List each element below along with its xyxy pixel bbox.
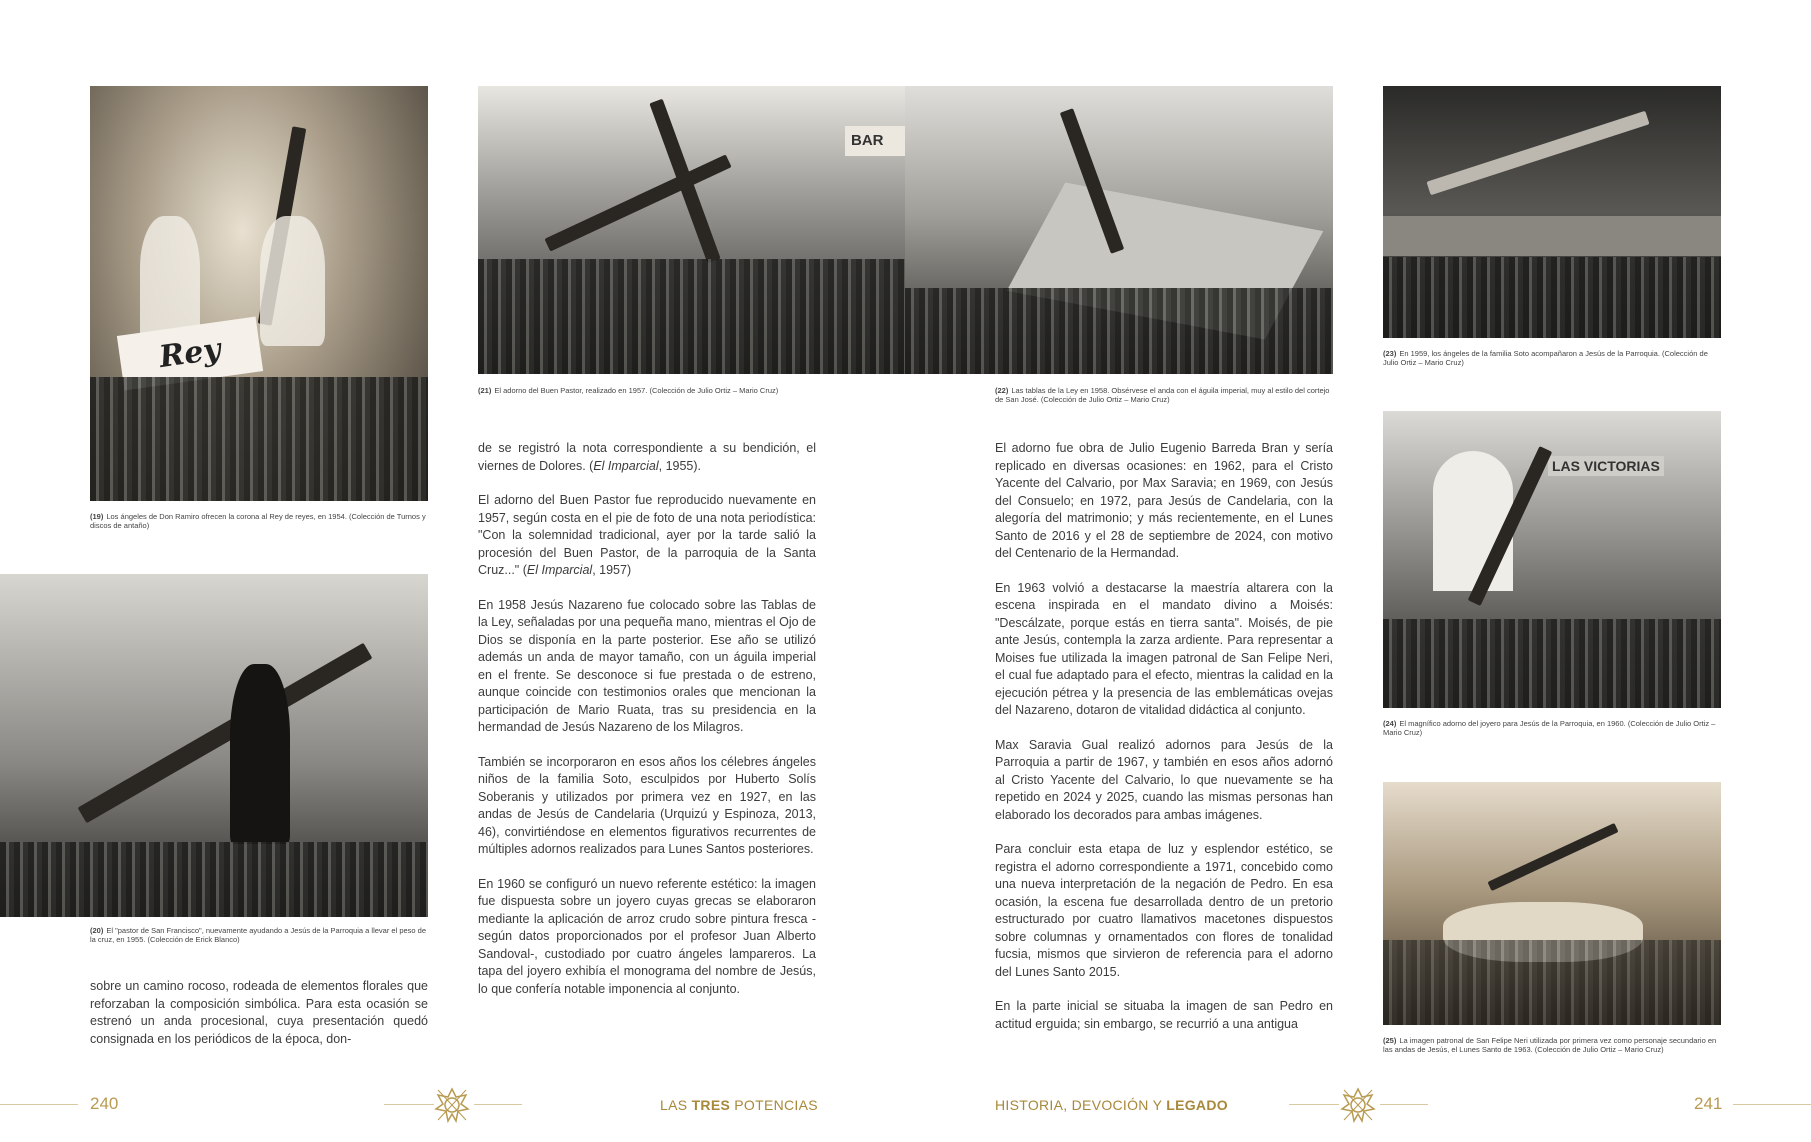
caption-22: (22) Las tablas de la Ley en 1958. Obsérvese el anda con el águila imperial, muy al estilo del cortejo de San José. (Colección de Julio Ortiz – Mario Cruz) [995, 386, 1330, 404]
bar-sign: BAR [845, 126, 905, 156]
text-column-right [995, 440, 1333, 1033]
text-column-left [90, 978, 428, 1048]
footer-rule [0, 1104, 78, 1105]
rey-sign: Rey [117, 317, 263, 391]
paragraph: En 1958 Jesús Nazareno fue colocado sobre las Tablas de la Ley, señaladas por una pequeña mano, mientras el Ojo de Dios se disponía en la parte posterior. Ese año se utilizó además un anda de mayor tamaño, con un águila imperial en el frente. Se desconoce si fue prestada o de estreno, aunque coincide con testimonios orales que mencionan la participación de Mario Ruata, tras su presidencia en la hermandad de Jesús Nazareno de los Milagros. [478, 597, 816, 734]
photo-24 [1383, 411, 1721, 708]
paragraph: En 1960 se configuró un nuevo referente estético: la imagen fue dispuesta sobre un joyero cuyas grecas se elaboraron mediante la aplicación de arroz crudo sobre pintura fresca -según datos proporcionados por el profesor Juan Alberto Sandoval-, custodiado por cuatro ángeles lampareros. La tapa del joyero exhibía el monograma del nombre de Jesús, lo que confería notable imponencia al conjunto. [478, 876, 816, 996]
running-title-left: LAS TRES POTENCIAS [660, 1097, 818, 1113]
footer-rule [474, 1104, 522, 1105]
footer-rule [1380, 1104, 1428, 1105]
caption-20: (20) El "pastor de San Francisco", nuevamente ayudando a Jesús de la Parroquia a llevar el peso de la cruz, en 1955. (Colección de Erick Blanco) [90, 926, 427, 944]
paragraph: También se incorporaron en esos años los célebres ángeles niños de la familia Soto, esculpidos por Huberto Solís Soberanis y utilizados por primera vez en 1927, en las andas de Jesús de Candelaria (Urquizú y Espinoza, 2013, 46), convirtiéndose en elementos figurativos recurrentes de múltiples adornos realizados para Lunes Santos posteriores. [478, 754, 816, 856]
photo-21 [478, 86, 905, 374]
footer-rule [384, 1104, 434, 1105]
las-victorias-sign: LAS VICTORIAS [1548, 456, 1664, 476]
photo-22 [905, 86, 1333, 374]
caption-19: (19) Los ángeles de Don Ramiro ofrecen la corona al Rey de reyes, en 1954. (Colección de Turnos y discos de antaño) [90, 512, 426, 530]
photo-19 [90, 86, 428, 501]
hermandad-crest-icon [1340, 1087, 1376, 1123]
paragraph: El adorno fue obra de Julio Eugenio Barreda Bran y sería replicado en diversas ocasiones: en 1962, para el Cristo Yacente del Calvario, por Max Saravia; en 1969, con Jesús del Consuelo; en 1972, para Jesús de Candelaria, con la alegoría del matrimonio; y más recientemente, en el Lunes Santo de 2016 y el 28 de septiembre de 2024, con motivo del Centenario de la Hermandad. [995, 441, 1333, 560]
caption-24: (24) El magnífico adorno del joyero para Jesús de la Parroquia, en 1960. (Colección de Julio Ortiz – Mario Cruz) [1383, 719, 1716, 737]
paragraph: de se registró la nota correspondiente a su bendición, el viernes de Dolores. (El Imparcial, 1955). [478, 441, 816, 473]
caption-21: (21) El adorno del Buen Pastor, realizado en 1957. (Colección de Julio Ortiz – Mario Cruz) [478, 386, 779, 395]
paragraph: En la parte inicial se situaba la imagen de san Pedro en actitud erguida; sin embargo, se recurrió a una antigua [995, 999, 1333, 1031]
photo-23 [1383, 86, 1721, 338]
photo-25 [1383, 782, 1721, 1025]
paragraph: Max Saravia Gual realizó adornos para Jesús de la Parroquia a partir de 1967, y también en esos años adornó al Cristo Yacente del Calvario, lo que nuevamente se ha repetido en 2024 y 2025, cuando las mismas personas han elaborado los decorados para ambas imágenes. [995, 737, 1333, 822]
running-title-right: HISTORIA, DEVOCIÓN Y LEGADO [995, 1097, 1228, 1113]
footer-rule [1733, 1104, 1811, 1105]
paragraph: El adorno del Buen Pastor fue reproducido nuevamente en 1957, según costa en el pie de foto de una nota periodística: "Con la solemnidad tradicional, ayer por la tarde salió la procesión del Buen Pastor, de la parroquia de la Santa Cruz..." (El Imparcial, 1957) [478, 493, 816, 577]
photo-20 [0, 574, 428, 917]
hermandad-crest-icon [434, 1087, 470, 1123]
page-number-left: 240 [90, 1094, 119, 1113]
paragraph: Para concluir esta etapa de luz y esplendor estético, se registra el adorno correspondiente a 1971, concebido como una nueva interpretación de la negación de Pedro. En esa ocasión, la escena fue desarrollada dentro de un pretorio estructurado por cuatro llamativos macetones dispuestos sobre columnas y ornamentados con flores de tonalidad fucsia, mismos que sirvieron de referencia para el adorno del Lunes Santo 2015. [995, 842, 1333, 979]
caption-25: (25) La imagen patronal de San Felipe Neri utilizada por primera vez como personaje secundario en las andas de Jesús, el Lunes Santo de 1963. (Colección de Julio Ortiz – Mario Cruz) [1383, 1036, 1717, 1054]
paragraph: sobre un camino rocoso, rodeada de elementos florales que reforzaban la composición simbólica. Para esta ocasión se estrenó un anda procesional, cuya presentación quedó consignada en los periódicos de la época, don- [90, 979, 428, 1046]
page-number-right: 241 [1694, 1094, 1723, 1113]
text-column-middle [478, 440, 816, 998]
footer-rule [1289, 1104, 1339, 1105]
paragraph: En 1963 volvió a destacarse la maestría altarera con la escena inspirada en el mandato divino a Moisés: "Descálzate, porque estás en tierra santa". Moisés, de pie ante Jesús, contempla la zarza ardiente. Para representar a Moises fue utilizada la imagen patronal de San Felipe Neri, el cual fue adaptado para el efecto, mientras la calidad en la ejecución pétrea y la presencia de las emblemáticas ovejas del Nazareno, dotaron de vitalidad didáctica al conjunto. [995, 580, 1333, 717]
caption-23: (23) En 1959, los ángeles de la familia Soto acompañaron a Jesús de la Parroquia. (Colección de Julio Ortiz – Mario Cruz) [1383, 349, 1708, 367]
